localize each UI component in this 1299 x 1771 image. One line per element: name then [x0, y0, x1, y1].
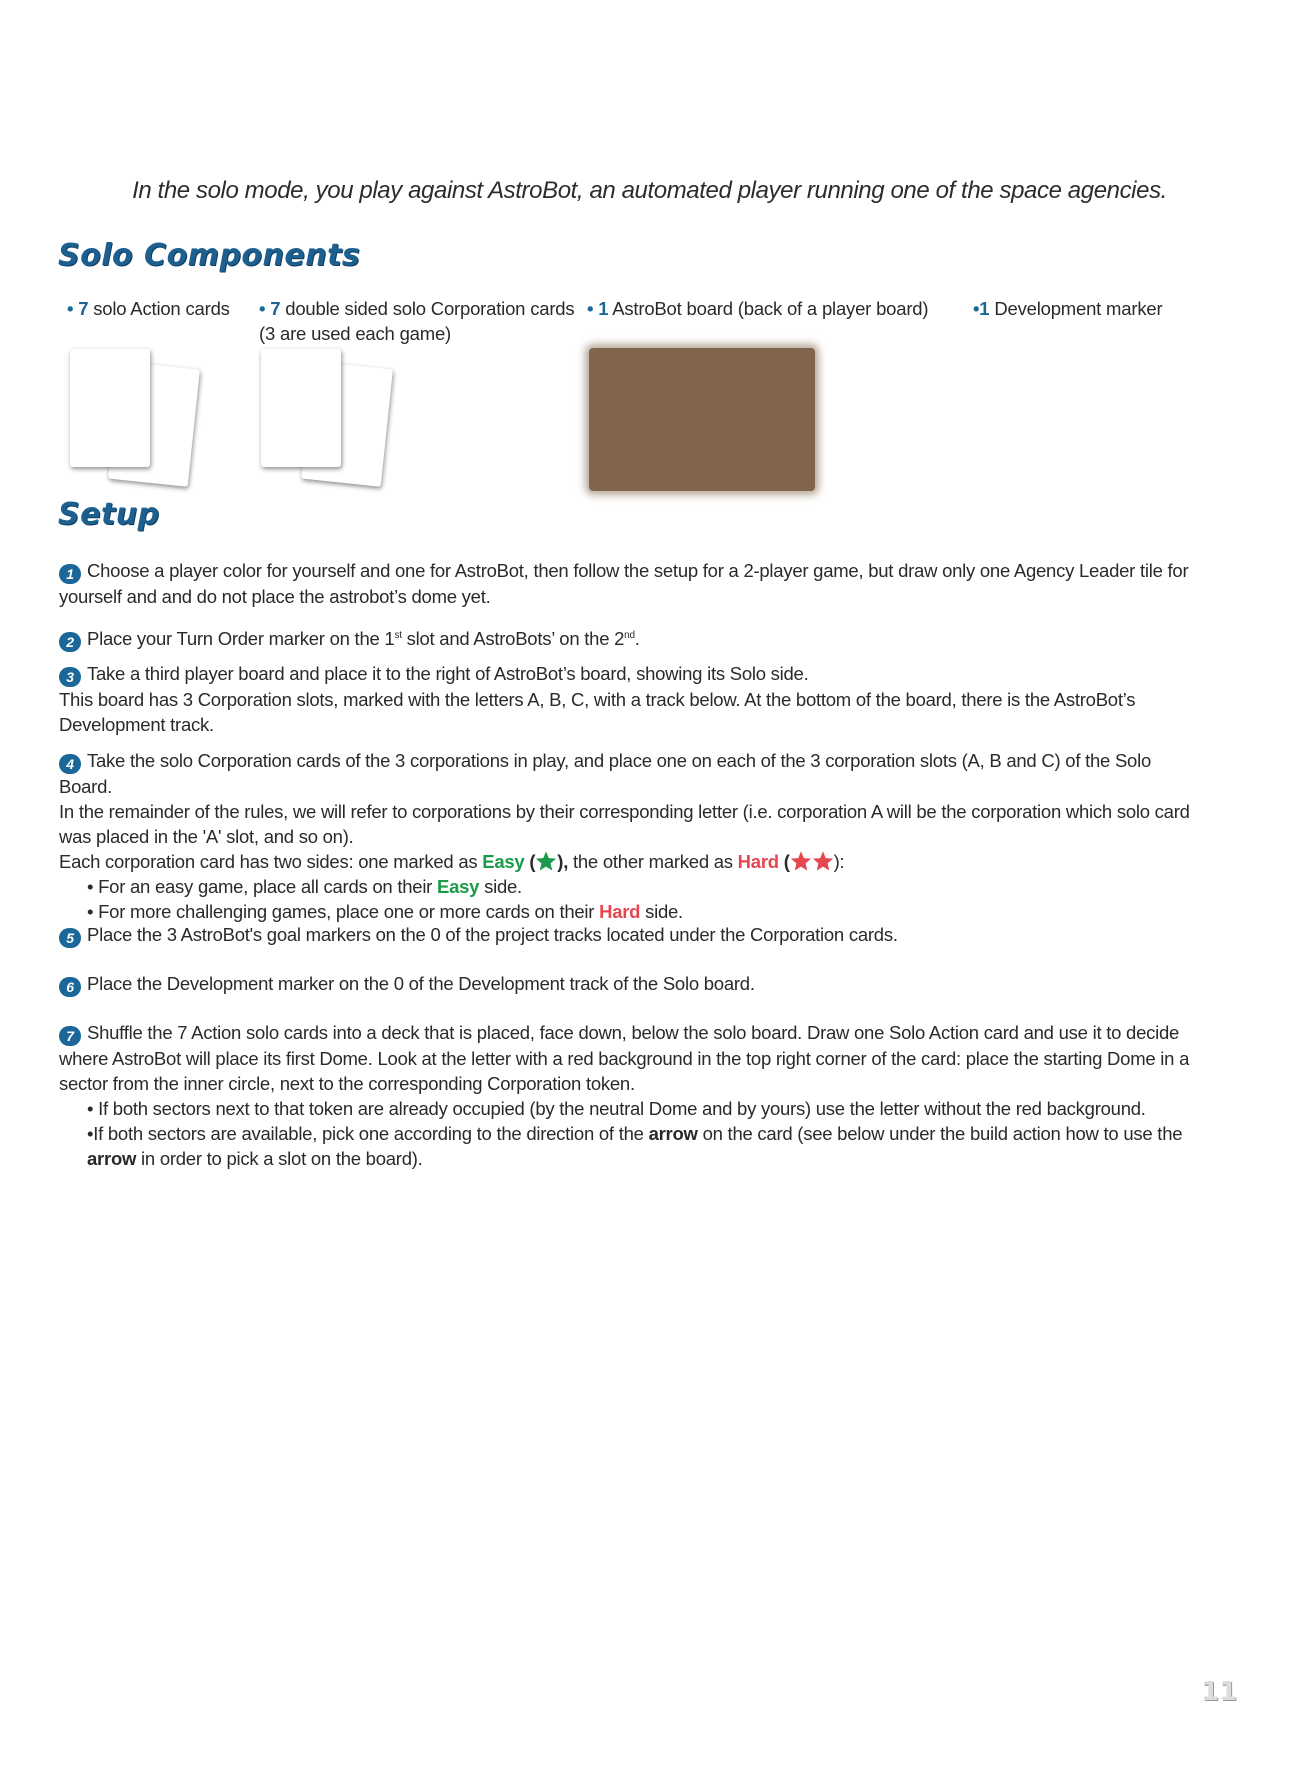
arrow-term: arrow: [648, 1123, 698, 1144]
hard-label: Hard: [599, 901, 641, 922]
step-text: Choose a player color for yourself and one for AstroBot, then follow the setup for a 2-player game, but draw only one Agency Leader tile for yourself and and do not place the astrobot’s dome yet.: [59, 560, 1189, 607]
step-text: This board has 3 Corporation slots, marked with the letters A, B, C, with a track below. At the bottom of the board, there is the AstroBot’s Development track.: [59, 689, 1136, 735]
component-label: AstroBot board (back of a player board): [608, 298, 929, 319]
setup-step-4: [59, 748, 1197, 924]
bullet-hard: [59, 899, 1197, 924]
step-number-badge: 7: [59, 1026, 81, 1046]
corporation-card-front-image: [261, 349, 341, 467]
setup-step-2: [59, 623, 1197, 652]
step-text: Take a third player board and place it to the right of AstroBot’s board, showing its Solo side.: [87, 663, 809, 684]
bullet-text: •If both sectors are available, pick one according to the direction of the: [87, 1123, 649, 1144]
component-label: solo Action cards: [88, 298, 230, 319]
step-text: In the remainder of the rules, we will refer to corporations by their corresponding letter (i.e. corporation A will be the corporation which solo card was placed in the 'A' slot, and so on).: [59, 801, 1190, 847]
component-count: • 7: [67, 298, 89, 319]
hard-label: Hard: [737, 851, 779, 872]
bullet-text: • For more challenging games, place one or more cards on their: [87, 901, 600, 922]
bullet-text: on the card (see below under the build action how to use the: [697, 1123, 1183, 1144]
step-number-badge: 3: [59, 667, 81, 687]
intro-text: In the solo mode, you play against AstroBot, an automated player running one of the space agencies.: [132, 177, 1167, 204]
component-action-cards: [67, 296, 230, 321]
ordinal-suffix: nd: [624, 630, 635, 641]
step-number-badge: 4: [59, 754, 81, 774]
component-note: (3 are used each game): [259, 323, 452, 344]
component-label: Development marker: [989, 298, 1163, 319]
bullet-occupied: [59, 1096, 1197, 1121]
bullet-text: • For an easy game, place all cards on their: [87, 876, 437, 897]
solo-components-heading: Solo Components: [58, 238, 361, 273]
step-text: ):: [833, 851, 845, 872]
arrow-term: arrow: [87, 1148, 137, 1169]
page-number: 11: [1201, 1677, 1238, 1707]
ordinal-suffix: st: [394, 630, 402, 641]
step-text: Each corporation card has two sides: one marked as: [59, 851, 483, 872]
astrobot-board-image: [589, 348, 815, 491]
paren: ),: [557, 851, 569, 872]
step-text: Place your Turn Order marker on the 1: [87, 628, 395, 650]
component-astrobot-board: [587, 296, 928, 321]
setup-step-1: [59, 558, 1197, 609]
paren: (: [524, 851, 536, 872]
step-text: slot and AstroBots’ on the 2: [401, 628, 625, 650]
step-text: .: [634, 628, 640, 650]
paren: (: [778, 851, 790, 872]
green-star-icon: [535, 850, 557, 872]
step-number-badge: 5: [59, 928, 81, 948]
component-label: double sided solo Corporation cards: [280, 298, 575, 319]
red-star-icon: [790, 850, 812, 872]
bullet-available: [59, 1121, 1197, 1171]
component-count: •1: [973, 298, 990, 319]
step-number-badge: 2: [59, 632, 81, 652]
step-text: Shuffle the 7 Action solo cards into a deck that is placed, face down, below the solo board. Draw one Solo Action card and use it to decide where AstroBot will place its first Dome. Look at the letter with a red background in the top right corner of the card: place the starting Dome in a sector from the inner circle, next to the corresponding Corporation token.: [59, 1022, 1190, 1094]
easy-label: Easy: [482, 851, 525, 872]
bullet-text: in order to pick a slot on the board).: [136, 1148, 423, 1169]
setup-step-5: [59, 922, 1197, 948]
bullet-text: • If both sectors next to that token are already occupied (by the neutral Dome and by yours) use the letter without the red background.: [87, 1098, 1146, 1119]
component-development-marker: [973, 296, 1162, 321]
step-number-badge: 1: [59, 564, 81, 584]
setup-heading: Setup: [58, 497, 160, 532]
component-count: • 1: [587, 298, 609, 319]
step-text: Place the Development marker on the 0 of the Development track of the Solo board.: [87, 973, 755, 994]
setup-step-6: [59, 971, 1197, 997]
action-card-front-image: [70, 349, 150, 467]
bullet-easy: [59, 874, 1197, 899]
step-text: Place the 3 AstroBot's goal markers on the 0 of the project tracks located under the Corporation cards.: [87, 924, 898, 945]
easy-label: Easy: [437, 876, 480, 897]
setup-step-3: [59, 661, 1197, 737]
step-text: the other marked as: [568, 851, 738, 872]
component-corporation-cards: [259, 296, 579, 346]
red-star-icon: [812, 850, 834, 872]
bullet-text: side.: [640, 901, 683, 922]
component-count: • 7: [259, 298, 281, 319]
step-number-badge: 6: [59, 977, 81, 997]
setup-step-7: [59, 1020, 1197, 1171]
step-text: Take the solo Corporation cards of the 3 corporations in play, and place one on each of the 3 corporation slots (A, B and C) of the Solo Board.: [59, 750, 1151, 797]
bullet-text: side.: [479, 876, 522, 897]
